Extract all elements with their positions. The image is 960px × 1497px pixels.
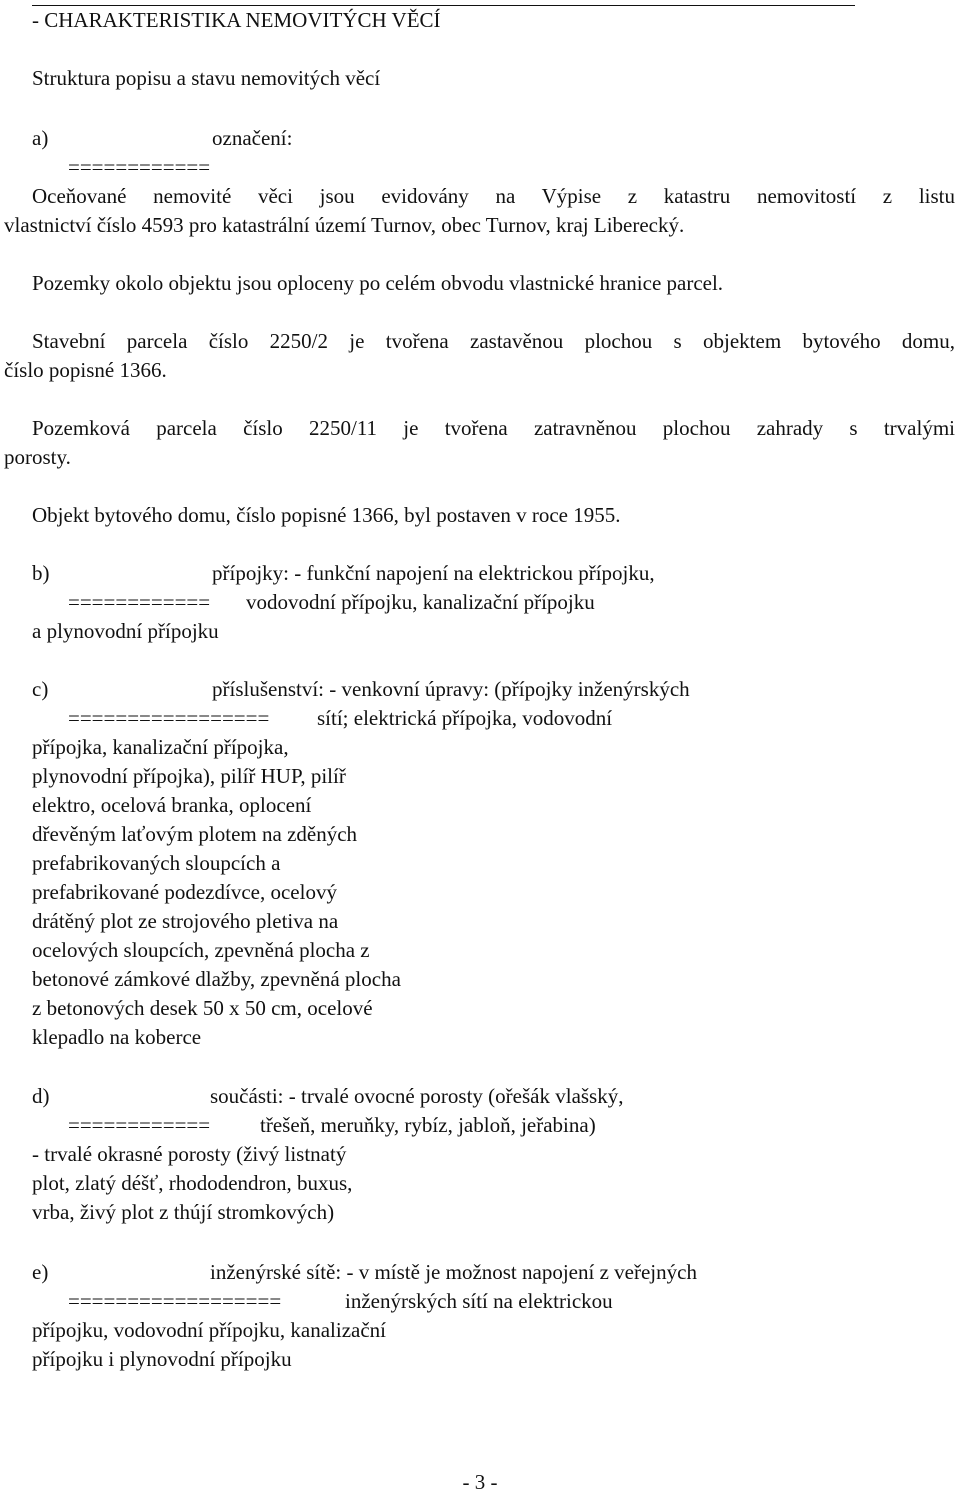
section-c-text-line: ocelových sloupcích, zpevněná plocha z (32, 938, 370, 962)
section-d-text-line: plot, zlatý déšť, rhododendron, buxus, (32, 1171, 353, 1195)
section-b-letter: b) (32, 561, 50, 585)
section-a-label: označení: (212, 126, 293, 150)
section-c-line-2: sítí; elektrická přípojka, vodovodní (317, 706, 613, 730)
section-c-text-line: drátěný plot ze strojového pletiva na (32, 909, 339, 933)
section-c-text-line: klepadlo na koberce (32, 1025, 202, 1049)
section-e-line-2: inženýrských sítí na elektrickou (345, 1289, 613, 1313)
section-c-text-line: prefabrikované podezdívce, ocelový (32, 880, 337, 904)
section-c-text-line: betonové zámkové dlažby, zpevněná plocha (32, 967, 401, 991)
page-number: - 3 - (462, 1470, 498, 1494)
section-c-underline: ================= (68, 706, 270, 730)
section-d-text-line: - trvalé okrasné porosty (živý listnatý (32, 1142, 347, 1166)
section-a-letter: a) (32, 126, 49, 150)
section-e-text-line: přípojku i plynovodní přípojku (32, 1347, 292, 1371)
section-a-paragraph-3-line-1: Stavební parcela číslo 2250/2 je tvořena zastavěnou plochou s objektem bytového domu, (32, 329, 955, 353)
section-a-paragraph-3-line-2: číslo popisné 1366. (4, 358, 167, 382)
section-b-line-3: a plynovodní přípojku (32, 619, 219, 643)
section-heading: - CHARAKTERISTIKA NEMOVITÝCH VĚCÍ (32, 8, 441, 32)
section-a-paragraph-4-line-2: porosty. (4, 445, 71, 469)
section-d-letter: d) (32, 1084, 50, 1108)
section-a-paragraph-1-line-2: vlastnictví číslo 4593 pro katastrální území Turnov, obec Turnov, kraj Liberecký. (4, 213, 685, 237)
section-c-text-line: elektro, ocelová branka, oplocení (32, 793, 312, 817)
section-c-text-line: dřevěným laťovým plotem na zděných (32, 822, 358, 846)
section-d-underline: ============ (68, 1113, 211, 1137)
section-a-paragraph-1-line-1: Oceňované nemovité věci jsou evidovány na Výpise z katastru nemovitostí z listu (32, 184, 955, 208)
section-c-text-line: prefabrikovaných sloupcích a (32, 851, 281, 875)
section-e-letter: e) (32, 1260, 49, 1284)
section-c-text-line: plynovodní přípojka), pilíř HUP, pilíř (32, 764, 346, 788)
section-e-line-1: inženýrské sítě: - v místě je možnost napojení z veřejných (210, 1260, 697, 1284)
section-d-text-line: vrba, živý plot z thújí stromkových) (32, 1200, 335, 1224)
section-a-paragraph-4-line-1: Pozemková parcela číslo 2250/11 je tvořena zatravněnou plochou zahrady s trvalými (32, 416, 955, 440)
section-e-text-line: přípojku, vodovodní přípojku, kanalizační (32, 1318, 387, 1342)
section-c-letter: c) (32, 677, 49, 701)
section-e-underline: ================== (68, 1289, 282, 1313)
section-b-line-1: přípojky: - funkční napojení na elektrickou přípojku, (212, 561, 655, 585)
subheading: Struktura popisu a stavu nemovitých věcí (32, 66, 381, 90)
section-d-line-1: součásti: - trvalé ovocné porosty (ořešák vlašský, (210, 1084, 624, 1108)
section-d-line-2: třešeň, meruňky, rybíz, jabloň, jeřabina) (260, 1113, 596, 1137)
section-c-text-line: přípojka, kanalizační přípojka, (32, 735, 289, 759)
section-a-paragraph-2: Pozemky okolo objektu jsou oploceny po celém obvodu vlastnické hranice parcel. (32, 271, 724, 295)
section-c-line-1: příslušenství: - venkovní úpravy: (přípojky inženýrských (212, 677, 690, 701)
section-c-text-line: z betonových desek 50 x 50 cm, ocelové (32, 996, 373, 1020)
section-b-underline: ============ (68, 590, 211, 614)
section-a-paragraph-5: Objekt bytového domu, číslo popisné 1366, byl postaven v roce 1955. (32, 503, 621, 527)
section-a-underline: ============ (68, 155, 211, 179)
section-b-line-2: vodovodní přípojku, kanalizační přípojku (246, 590, 595, 614)
